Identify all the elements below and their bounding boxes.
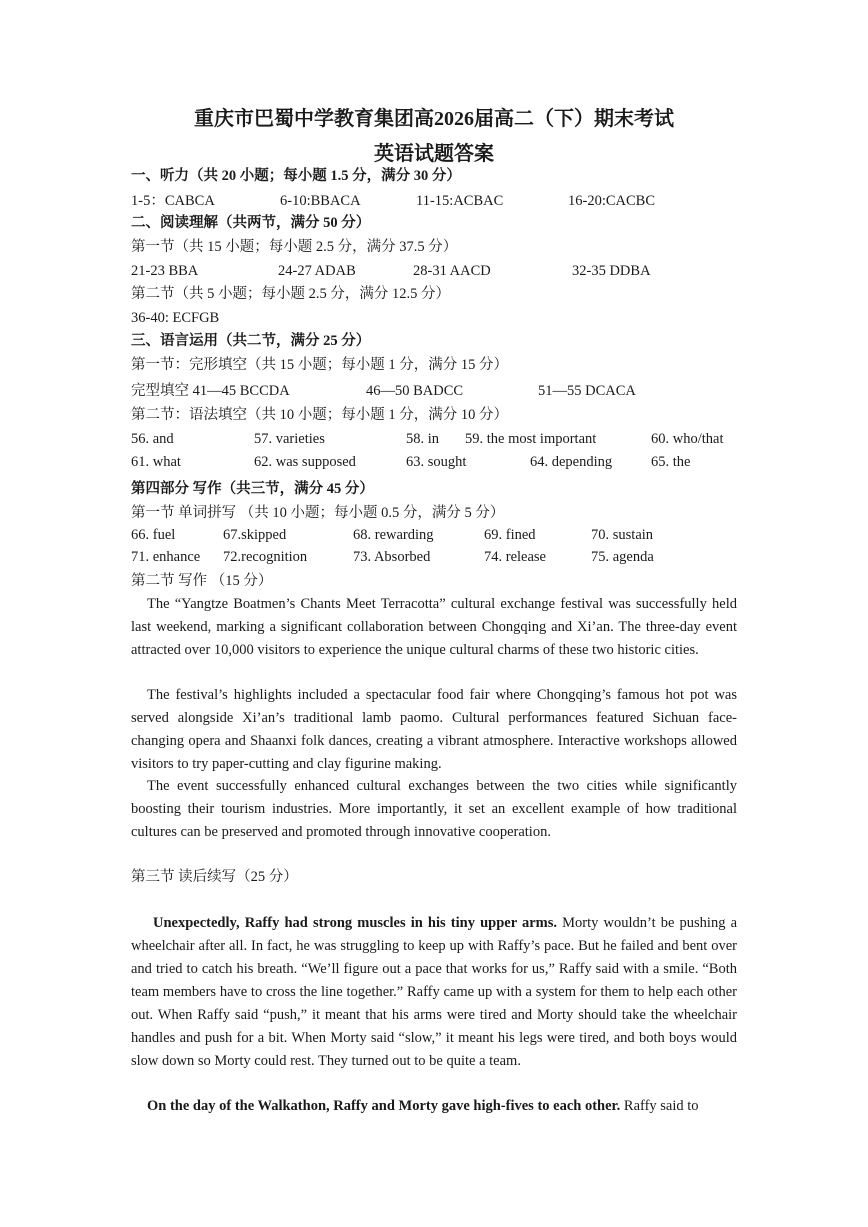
grammar-answer: 61. what	[131, 454, 181, 470]
part1-answer: 6-10:BBACA	[280, 193, 361, 209]
grammar-answer: 59. the most important	[465, 431, 597, 447]
grammar-answer: 57. varieties	[254, 431, 325, 447]
part2-sec2-answer: 36-40: ECFGB	[131, 310, 220, 326]
grammar-answer: 65. the	[651, 454, 691, 470]
essay-paragraph: The festival’s highlights included a spectacular food fair where Chongqing’s famous hot pot was served alongside Xi’an’s traditional lamb paomo. Cultural performances featured Sichuan face-changing opera and Shaanxi folk dances, creating a vibrant atmosphere. Interactive workshops allowed visitors to try paper-cutting and clay figurine making.	[131, 687, 737, 772]
spelling-answer: 75. agenda	[591, 549, 654, 565]
part3-heading: 三、语言运用（共二节，满分 25 分）	[131, 333, 371, 349]
exam-title: 重庆市巴蜀中学教育集团高2026届高二（下）期末考试	[194, 108, 674, 130]
part2-answer: 32-35 DDBA	[572, 263, 651, 279]
grammar-answer: 58. in	[406, 431, 440, 447]
part1-answer: 11-15:ACBAC	[416, 193, 504, 209]
part2-sec1-heading: 第一节（共 15 小题；每小题 2.5 分，满分 37.5 分）	[131, 239, 458, 255]
part3-cloze-answer: 51—55 DCACA	[538, 383, 636, 399]
spelling-answer: 74. release	[484, 549, 546, 565]
essay-paragraph: The event successfully enhanced cultural exchanges between the two cities while significantly boosting their tourism industries. More importantly, it set an excellent example of how traditional cultures can be preserved and promoted through innovative cooperation.	[131, 778, 737, 840]
spelling-answer: 71. enhance	[131, 549, 201, 565]
part2-heading: 二、阅读理解（共两节，满分 50 分）	[131, 215, 371, 231]
grammar-answer: 63. sought	[406, 454, 467, 470]
part2-sec2-heading: 第二节（共 5 小题；每小题 2.5 分，满分 12.5 分）	[131, 286, 450, 302]
spelling-answer: 68. rewarding	[353, 527, 434, 543]
part1-answer: 16-20:CACBC	[568, 193, 656, 209]
part3-cloze-answer: 46—50 BADCC	[366, 383, 464, 399]
story-paragraph: On the day of the Walkathon, Raffy and Morty gave high-fives to each other. Raffy said to	[147, 1098, 699, 1114]
part2-answer: 28-31 AACD	[413, 263, 491, 279]
spelling-answer: 72.recognition	[223, 549, 308, 565]
grammar-answer: 62. was supposed	[254, 454, 356, 470]
spelling-answer: 66. fuel	[131, 527, 176, 543]
part4-sec1-heading: 第一节 单词拼写 （共 10 小题；每小题 0.5 分，满分 5 分）	[131, 505, 505, 521]
grammar-answer: 56. and	[131, 431, 174, 447]
story-paragraph: Unexpectedly, Raffy had strong muscles in his tiny upper arms. Morty wouldn’t be pushing a wheelchair after all. In fact, he was struggling to keep up with Raffy’s pace. But he failed and bent over and tried to catch his breath. “We’ll figure out a pace that works for us,” Raffy said with a smile. “Both team members have to cross the line together.” Raffy came up with a system for them to help each other out. When Raffy said “push,” it meant that his arms were tired and Morty should take the wheelchair handles and push for a bit. When Morty said “slow,” it meant his legs were tired, and both boys would slow down so Morty could rest. They turned out to be quite a team.	[131, 915, 738, 1069]
grammar-answer: 64. depending	[530, 454, 613, 470]
part1-heading: 一、听力（共 20 小题；每小题 1.5 分，满分 30 分）	[131, 168, 461, 184]
spelling-answer: 67.skipped	[223, 527, 287, 543]
part2-answer: 21-23 BBA	[131, 263, 199, 279]
part2-answer: 24-27 ADAB	[278, 263, 356, 279]
essay-paragraph: The “Yangtze Boatmen’s Chants Meet Terracotta” cultural exchange festival was successfully held last weekend, marking a significant collaboration between Chongqing and Xi’an. The three-day event attracted over 10,000 visitors to experience the unique cultural charms of these two historic cities.	[131, 596, 737, 658]
part3-sec2-heading: 第二节：语法填空（共 10 小题；每小题 1 分，满分 10 分）	[131, 407, 508, 423]
part3-sec1-heading: 第一节：完形填空（共 15 小题；每小题 1 分，满分 15 分）	[131, 357, 508, 373]
spelling-answer: 70. sustain	[591, 527, 654, 543]
part4-sec2-heading: 第二节 写作 （15 分）	[131, 573, 273, 589]
answer-key-title: 英语试题答案	[374, 143, 494, 165]
part1-answer: 1-5：CABCA	[131, 193, 215, 209]
part3-cloze-answer: 完型填空 41—45 BCCDA	[131, 383, 290, 399]
part4-sec3-heading: 第三节 读后续写（25 分）	[131, 869, 298, 885]
spelling-answer: 69. fined	[484, 527, 536, 543]
grammar-answer: 60. who/that	[651, 431, 724, 447]
part4-heading: 第四部分 写作（共三节，满分 45 分）	[131, 481, 374, 497]
spelling-answer: 73. Absorbed	[353, 549, 431, 565]
